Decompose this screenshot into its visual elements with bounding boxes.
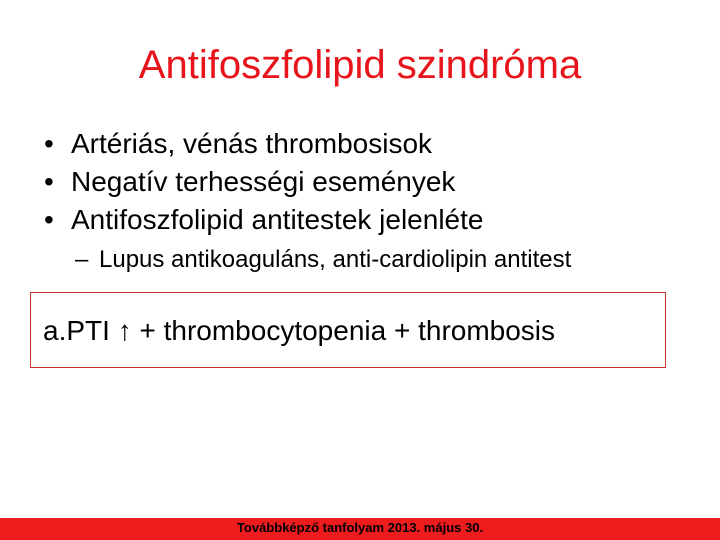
bullet-item [44,201,483,239]
bullet-marker: • [44,166,54,197]
bullet-marker: • [44,204,54,235]
footer-bar [0,518,720,540]
bullet-item [44,125,483,163]
bullet-list [44,125,483,239]
highlight-box [30,292,666,368]
highlight-text: a.PTI ↑ + thrombocytopenia + thrombosis [43,315,556,346]
bullet-text: Artériás, vénás thrombosisok [71,128,433,159]
sub-bullet-text: Lupus antikoaguláns, anti-cardiolipin antitest [99,246,572,273]
footer-text: Továbbképző tanfolyam 2013. május 30. [236,520,484,535]
bullet-text: Antifoszfolipid antitestek jelenléte [71,204,484,235]
sub-bullet-marker: – [75,246,89,273]
bullet-marker: • [44,128,54,159]
bullet-text: Negatív terhességi események [71,166,456,197]
sub-bullet-item [75,244,571,276]
bullet-item [44,163,483,201]
slide-title: Antifoszfolipid szindróma [138,43,582,87]
